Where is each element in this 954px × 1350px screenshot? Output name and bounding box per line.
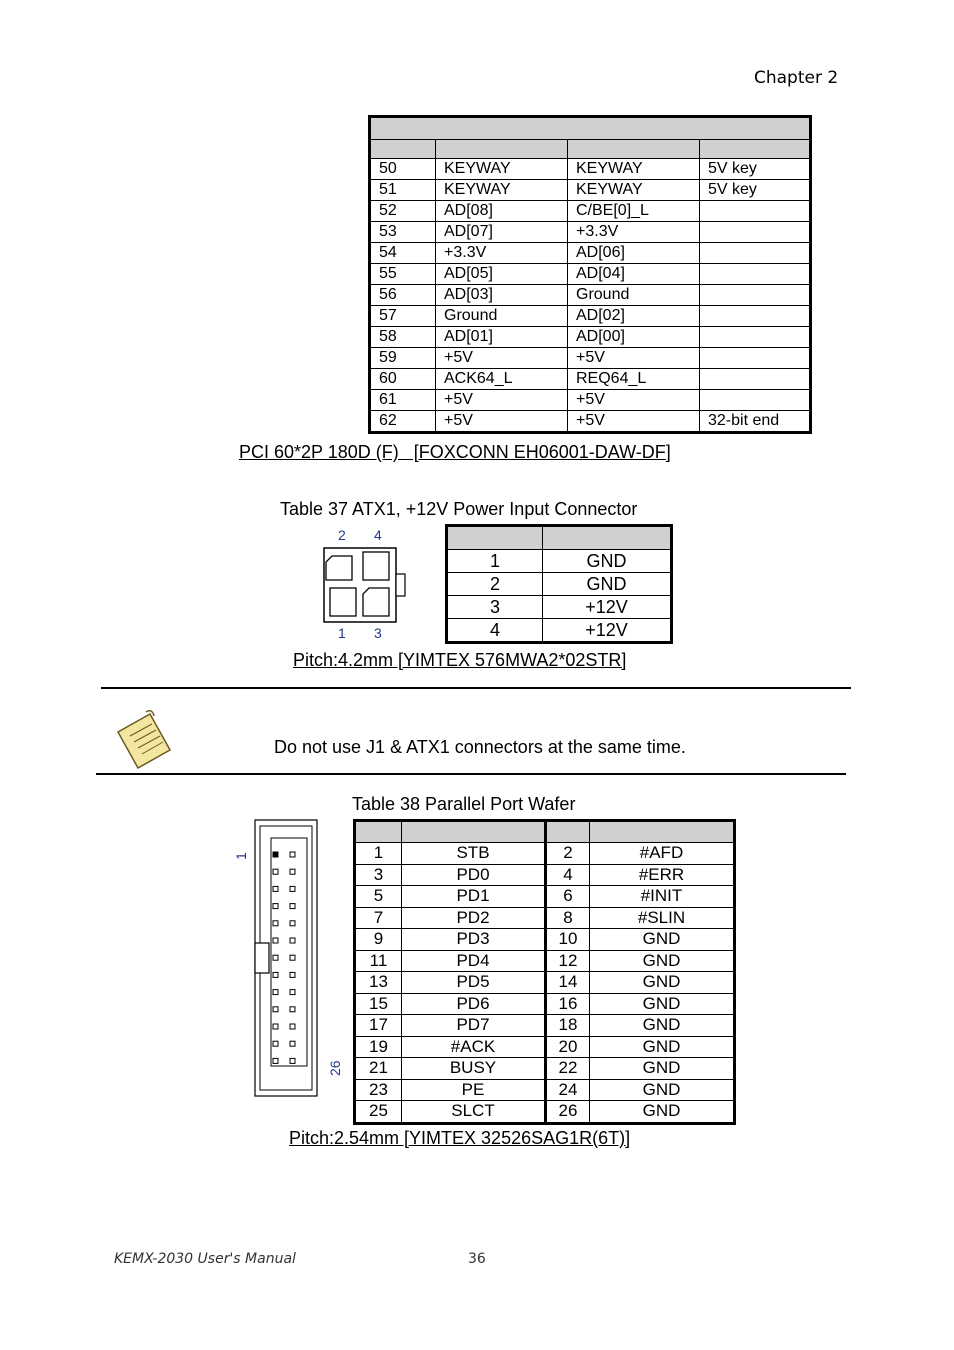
table-row — [370, 369, 811, 390]
table-cell: 10 — [546, 929, 590, 951]
table-cell: ACK64_L — [436, 369, 568, 390]
table-row — [370, 222, 811, 243]
table-header — [447, 526, 543, 550]
table-row — [355, 950, 735, 972]
table-cell: AD[06] — [568, 243, 700, 264]
connector-pin — [290, 869, 295, 874]
chapter-heading: Chapter 2 — [754, 68, 839, 88]
table-cell — [700, 264, 811, 285]
table-cell: PD3 — [402, 929, 546, 951]
table-row — [355, 993, 735, 1015]
connector-pin — [290, 1041, 295, 1046]
table-cell: 5V key — [700, 180, 811, 201]
table-row — [355, 886, 735, 908]
connector-pin — [273, 1007, 278, 1012]
table-cell — [700, 327, 811, 348]
note-bottom-rule — [96, 773, 846, 775]
pin-4 — [363, 552, 389, 580]
table-cell: Ground — [436, 306, 568, 327]
connector-pin — [290, 852, 295, 857]
connector-latch — [396, 574, 405, 596]
table-cell: PD1 — [402, 886, 546, 908]
table-cell: PE — [402, 1079, 546, 1101]
connector-pin — [273, 1024, 278, 1029]
table-cell: C/BE[0]_L — [568, 201, 700, 222]
table-cell: AD[00] — [568, 327, 700, 348]
table-cell: 52 — [370, 201, 436, 222]
table-row — [370, 390, 811, 411]
table-cell — [700, 201, 811, 222]
table-cell: 11 — [355, 950, 402, 972]
table-cell: 13 — [355, 972, 402, 994]
table-cell: 9 — [355, 929, 402, 951]
table-cell: 51 — [370, 180, 436, 201]
table-cell: #INIT — [590, 886, 735, 908]
table-cell: 32-bit end — [700, 411, 811, 433]
table-cell: +5V — [568, 411, 700, 433]
table-header — [370, 140, 436, 159]
table-cell: GND — [543, 550, 672, 573]
table-cell — [700, 285, 811, 306]
table-cell: 4 — [546, 864, 590, 886]
table-cell: 23 — [355, 1079, 402, 1101]
table-row — [370, 327, 811, 348]
table-cell: 57 — [370, 306, 436, 327]
table-cell: #ACK — [402, 1036, 546, 1058]
atx-caption: Pitch:4.2mm [YIMTEX 576MWA2*02STR] — [293, 650, 627, 670]
table-row — [355, 1079, 735, 1101]
table-cell: 1 — [447, 550, 543, 573]
connector-pin — [273, 921, 278, 926]
pci-caption: PCI 60*2P 180D (F) [FOXCONN EH06001-DAW-DF] — [239, 442, 671, 462]
connector-pin — [290, 921, 295, 926]
table-cell: 12 — [546, 950, 590, 972]
table-cell — [700, 243, 811, 264]
table-row — [355, 972, 735, 994]
table-row — [370, 411, 811, 433]
connector-pin — [290, 1024, 295, 1029]
table-row — [355, 1036, 735, 1058]
table-row — [370, 264, 811, 285]
footer-page-number: 36 — [468, 1251, 486, 1267]
connector-pin — [290, 972, 295, 977]
table-cell: KEYWAY — [568, 159, 700, 180]
table-cell: 50 — [370, 159, 436, 180]
table-cell: AD[07] — [436, 222, 568, 243]
connector-pin — [290, 1007, 295, 1012]
table-cell: #ERR — [590, 864, 735, 886]
table-cell: 3 — [355, 864, 402, 886]
connector-pin — [273, 938, 278, 943]
table-cell: #SLIN — [590, 907, 735, 929]
table-cell: 61 — [370, 390, 436, 411]
connector-pin — [290, 990, 295, 995]
connector-pin — [273, 852, 278, 857]
table-cell: 8 — [546, 907, 590, 929]
table-cell: 26 — [546, 1101, 590, 1124]
atx-connector-diagram — [318, 526, 413, 644]
table-cell: GND — [590, 972, 735, 994]
pin-label: 3 — [374, 625, 382, 641]
table-cell: GND — [590, 993, 735, 1015]
note-text: Do not use J1 & ATX1 connectors at the same time. — [274, 737, 686, 757]
table-row — [370, 348, 811, 369]
parallel-connector-diagram — [228, 818, 348, 1100]
table-row — [370, 243, 811, 264]
connector-pin — [273, 1041, 278, 1046]
table-cell — [700, 390, 811, 411]
table-row — [355, 1015, 735, 1037]
table-row — [355, 864, 735, 886]
table-row — [370, 159, 811, 180]
connector-pin — [290, 938, 295, 943]
pin-label: 4 — [374, 527, 382, 543]
table-cell: +5V — [436, 348, 568, 369]
parallel-pin-table — [353, 819, 736, 1125]
pin-2 — [326, 556, 352, 580]
table-cell: SLCT — [402, 1101, 546, 1124]
table-cell: 7 — [355, 907, 402, 929]
pin-3 — [363, 588, 389, 616]
connector-pin — [290, 955, 295, 960]
table-cell: 6 — [546, 886, 590, 908]
table-cell: +5V — [568, 390, 700, 411]
table-cell: BUSY — [402, 1058, 546, 1080]
table-cell: 15 — [355, 993, 402, 1015]
table-cell: 14 — [546, 972, 590, 994]
table-header — [546, 821, 590, 843]
table-row — [370, 180, 811, 201]
table-cell: 55 — [370, 264, 436, 285]
table-cell: 16 — [546, 993, 590, 1015]
note-paper-icon — [112, 708, 174, 770]
table-cell: STB — [402, 843, 546, 865]
connector-pin — [273, 886, 278, 891]
table-row — [355, 843, 735, 865]
parallel-table-title: Table 38 Parallel Port Wafer — [352, 794, 576, 814]
table-row — [447, 550, 672, 573]
pin-1 — [330, 588, 356, 616]
table-cell: 20 — [546, 1036, 590, 1058]
pin-label: 26 — [327, 1060, 343, 1076]
pin-label: 2 — [338, 527, 346, 543]
table-cell: GND — [590, 1015, 735, 1037]
table-cell: GND — [543, 573, 672, 596]
table-header — [568, 140, 700, 159]
table-cell: 4 — [447, 619, 543, 643]
table-cell: 22 — [546, 1058, 590, 1080]
table-cell: 60 — [370, 369, 436, 390]
table-row — [355, 929, 735, 951]
table-cell: KEYWAY — [568, 180, 700, 201]
table-header — [700, 140, 811, 159]
table-cell: 53 — [370, 222, 436, 243]
table-cell — [700, 369, 811, 390]
atx-table-title: Table 37 ATX1, +12V Power Input Connector — [280, 499, 638, 519]
table-row — [355, 1101, 735, 1124]
table-cell: +5V — [436, 411, 568, 433]
table-row — [370, 285, 811, 306]
table-header — [436, 140, 568, 159]
table-cell: 21 — [355, 1058, 402, 1080]
table-cell: AD[08] — [436, 201, 568, 222]
table-cell: 62 — [370, 411, 436, 433]
table-cell: PD5 — [402, 972, 546, 994]
table-cell: 3 — [447, 596, 543, 619]
connector-pin — [273, 869, 278, 874]
table-row — [447, 619, 672, 643]
table-cell: 25 — [355, 1101, 402, 1124]
table-cell: +12V — [543, 596, 672, 619]
connector-pin — [290, 886, 295, 891]
connector-pin — [273, 904, 278, 909]
table-cell: GND — [590, 1079, 735, 1101]
table-header — [543, 526, 672, 550]
table-cell: 17 — [355, 1015, 402, 1037]
parallel-caption: Pitch:2.54mm [YIMTEX 32526SAG1R(6T)] — [289, 1128, 631, 1148]
table-cell: +5V — [436, 390, 568, 411]
table-cell: GND — [590, 950, 735, 972]
table-cell: GND — [590, 1058, 735, 1080]
connector-pin — [273, 955, 278, 960]
table-cell: PD0 — [402, 864, 546, 886]
connector-pin — [290, 904, 295, 909]
table-cell: KEYWAY — [436, 159, 568, 180]
table-cell — [700, 348, 811, 369]
table-row — [447, 596, 672, 619]
table-cell: 56 — [370, 285, 436, 306]
table-cell: PD4 — [402, 950, 546, 972]
table-row — [447, 573, 672, 596]
table-cell: +5V — [568, 348, 700, 369]
note-top-rule — [101, 687, 851, 689]
table-cell: AD[03] — [436, 285, 568, 306]
pci-pin-table — [368, 115, 812, 434]
table-cell: AD[02] — [568, 306, 700, 327]
table-cell: GND — [590, 1101, 735, 1124]
table-cell: 2 — [447, 573, 543, 596]
table-cell: 18 — [546, 1015, 590, 1037]
table-cell: PD2 — [402, 907, 546, 929]
table-header — [370, 117, 811, 140]
table-cell: 24 — [546, 1079, 590, 1101]
table-cell: KEYWAY — [436, 180, 568, 201]
table-row — [370, 201, 811, 222]
table-row — [355, 1058, 735, 1080]
table-header — [355, 821, 402, 843]
table-cell: Ground — [568, 285, 700, 306]
table-cell: 59 — [370, 348, 436, 369]
pin-label: 1 — [338, 625, 346, 641]
connector-pin — [273, 990, 278, 995]
table-cell: 54 — [370, 243, 436, 264]
table-row — [355, 907, 735, 929]
table-cell: 19 — [355, 1036, 402, 1058]
table-header — [402, 821, 546, 843]
table-cell: 5 — [355, 886, 402, 908]
table-cell: AD[05] — [436, 264, 568, 285]
table-cell — [700, 306, 811, 327]
table-cell: 58 — [370, 327, 436, 348]
table-cell: PD7 — [402, 1015, 546, 1037]
table-cell: 5V key — [700, 159, 811, 180]
table-cell: PD6 — [402, 993, 546, 1015]
table-cell: #AFD — [590, 843, 735, 865]
table-header — [590, 821, 735, 843]
table-row — [370, 306, 811, 327]
table-cell: 2 — [546, 843, 590, 865]
connector-pin — [273, 1058, 278, 1063]
table-cell: GND — [590, 929, 735, 951]
atx-pin-table — [445, 524, 673, 644]
pin-label: 1 — [233, 852, 249, 860]
table-cell: +12V — [543, 619, 672, 643]
table-cell: AD[04] — [568, 264, 700, 285]
table-cell: +3.3V — [568, 222, 700, 243]
table-cell: +3.3V — [436, 243, 568, 264]
footer-manual-title: KEMX-2030 User's Manual — [114, 1251, 296, 1267]
table-cell: AD[01] — [436, 327, 568, 348]
table-cell: REQ64_L — [568, 369, 700, 390]
table-cell: GND — [590, 1036, 735, 1058]
connector-pin — [273, 972, 278, 977]
table-cell: 1 — [355, 843, 402, 865]
connector-pin — [290, 1058, 295, 1063]
table-cell — [700, 222, 811, 243]
connector-key — [255, 943, 269, 973]
